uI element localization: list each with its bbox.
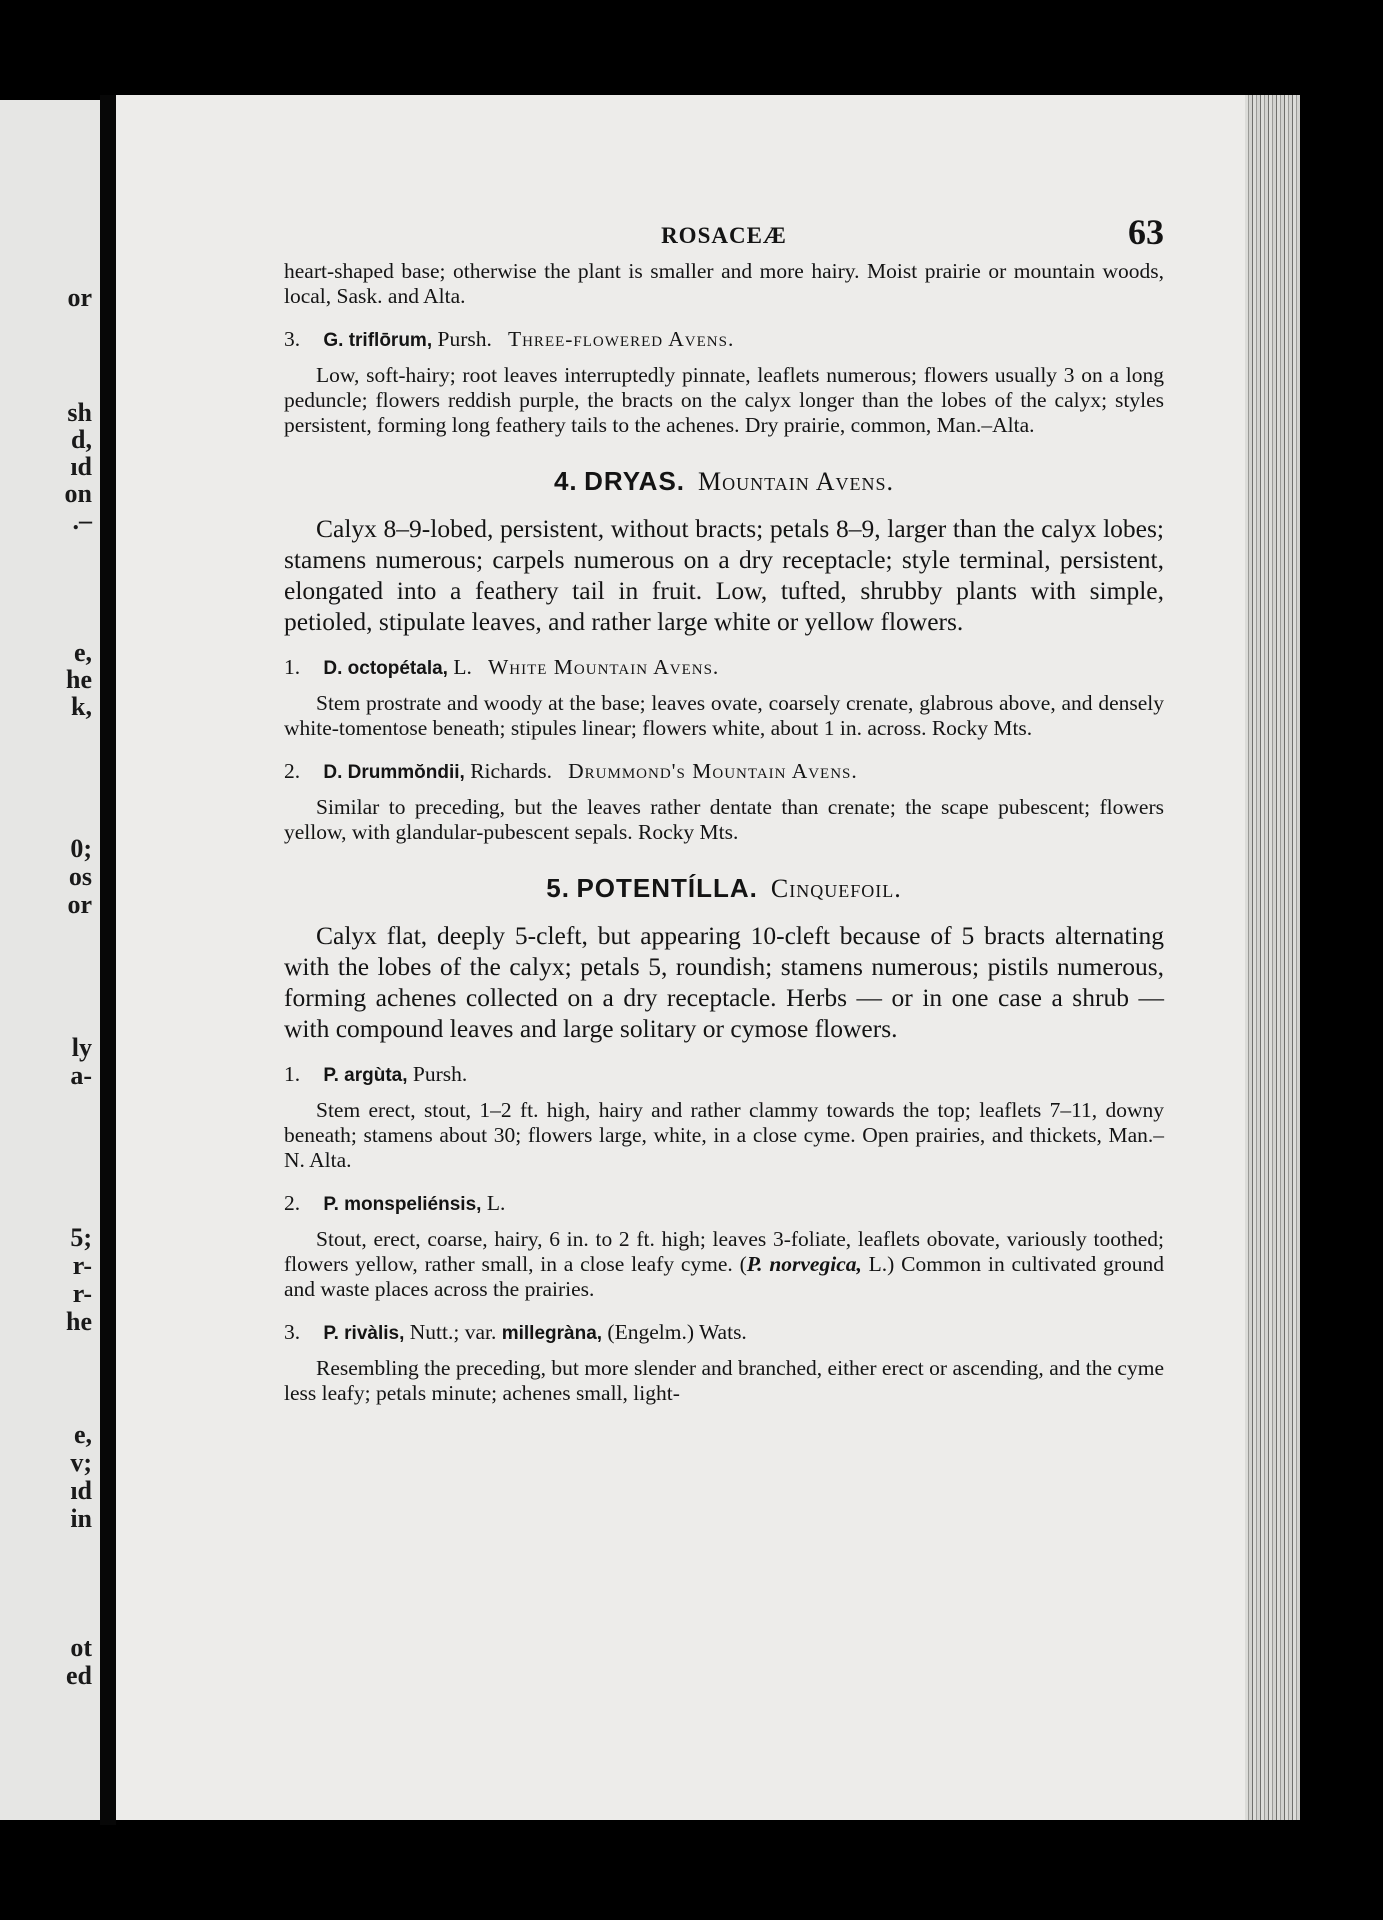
prev-page-fragment: k, — [71, 692, 92, 721]
page-number: 63 — [1128, 212, 1164, 252]
prev-page-fragment: ed — [66, 1661, 92, 1690]
prev-page-fragment: or — [67, 890, 92, 919]
prev-page-fragment: he — [66, 1307, 92, 1336]
running-head: ROSACEÆ — [661, 223, 787, 248]
prev-page-fragment: 5; — [70, 1223, 92, 1252]
page-content — [284, 211, 1164, 1406]
species-author: Pursh. — [412, 1062, 468, 1086]
prev-page-fragment: r- — [72, 1279, 92, 1308]
prev-page-fragment: sh — [67, 398, 92, 427]
prev-page-fragment: .– — [72, 506, 92, 535]
prev-page-fragment: or — [67, 283, 92, 312]
prev-page-fragment: ot — [70, 1633, 92, 1662]
book-gutter — [100, 95, 116, 1825]
species-heading — [284, 1191, 1164, 1217]
species-description: Low, soft-hairy; root leaves interruptedly pinnate, leaflets numerous; flowers usually 3 on a long peduncle; flowers reddish purple, the bracts on the calyx longer than the lobes of the calyx; styles persistent, forming long feathery tails to the achenes. Dry prairie, common, Man.–Alta. — [284, 363, 1164, 437]
prev-page-fragment: he — [66, 665, 92, 694]
species-common-name: Drummond's Mountain Avens. — [568, 759, 858, 783]
prev-page-fragment: r- — [72, 1251, 92, 1280]
prev-page-fragment: e, — [73, 1420, 92, 1449]
genus-common-name: Cinquefoil. — [770, 874, 902, 903]
species-common-name: White Mountain Avens. — [487, 655, 720, 679]
species-name: P. rivàlis, — [323, 1323, 405, 1344]
prev-page-fragment: ıd — [70, 452, 92, 481]
prev-page-fragment: on — [64, 479, 92, 508]
species-number: 3. — [284, 1320, 301, 1344]
species-common-name: Three-flowered Avens. — [507, 327, 735, 351]
genus-name: DRYAS. — [584, 466, 686, 496]
variety-name: millegràna, — [501, 1323, 603, 1344]
book-page — [116, 95, 1300, 1820]
genus-number: 4. — [553, 466, 578, 496]
species-heading — [284, 327, 1164, 353]
species-name: G. triflōrum, — [323, 330, 433, 351]
description-text: L.) Common in cultivated ground and waste places across the prairies. — [284, 1252, 1164, 1301]
genus-common-name: Mountain Avens. — [698, 467, 895, 496]
species-number: 1. — [284, 1062, 301, 1086]
variety-author: (Engelm.) Wats. — [607, 1320, 747, 1344]
continued-paragraph: heart-shaped base; otherwise the plant is smaller and more hairy. Moist prairie or mountain woods, local, Sask. and Alta. — [284, 259, 1164, 308]
prev-page-fragment: ly — [71, 1033, 92, 1062]
genus-description: Calyx 8–9-lobed, persistent, without bracts; petals 8–9, larger than the calyx lobes; stamens numerous; carpels numerous on a dry receptacle; style terminal, persistent, elongated into a feathery tail in fruit. Low, tufted, shrubby plants with simple, petioled, stipulate leaves, and rather large white or yellow flowers. — [284, 514, 1164, 636]
genus-description: Calyx flat, deeply 5-cleft, but appearing 10-cleft because of 5 bracts alternating with the lobes of the calyx; petals 5, roundish; stamens numerous; pistils numerous, forming achenes collected on a dry receptacle. Herbs — or in one case a shrub — with compound leaves and large solitary or cymose flowers. — [284, 921, 1164, 1043]
previous-page-edge — [0, 100, 100, 1820]
species-name: P. argùta, — [323, 1065, 408, 1086]
prev-page-fragment: 0; — [70, 834, 92, 863]
prev-page-fragment: a- — [70, 1061, 92, 1090]
genus-heading — [284, 466, 1164, 497]
prev-page-fragment: e, — [73, 638, 92, 667]
species-author: L. — [486, 1191, 506, 1215]
page-edge-stack — [1245, 95, 1300, 1820]
synonym-name: P. norvegica, — [746, 1252, 862, 1276]
species-heading — [284, 1062, 1164, 1088]
species-name: P. monspeliénsis, — [323, 1194, 482, 1215]
species-description: Stem prostrate and woody at the base; leaves ovate, coarsely crenate, glabrous above, and densely white-tomentose beneath; stipules linear; flowers white, about 1 in. across. Rocky Mts. — [284, 691, 1164, 740]
species-number: 2. — [284, 1191, 301, 1215]
species-heading — [284, 655, 1164, 681]
prev-page-fragment: in — [70, 1504, 92, 1533]
description-text: Stout, erect, coarse, hairy, 6 in. to 2 ft. high; leaves 3-foliate, leaflets obovate, variously toothed; flowers yellow, rather small, in a close leafy cyme. ( — [284, 1227, 1164, 1276]
species-heading — [284, 1320, 1164, 1346]
species-number: 1. — [284, 655, 301, 679]
species-author: Nutt.; var. — [409, 1320, 497, 1344]
genus-heading — [284, 873, 1164, 904]
species-description: Resembling the preceding, but more slender and branched, either erect or ascending, and the cyme less leafy; petals minute; achenes small, light- — [284, 1356, 1164, 1405]
prev-page-fragment: d, — [71, 425, 92, 454]
prev-page-fragment: v; — [70, 1448, 92, 1477]
species-number: 2. — [284, 759, 301, 783]
species-author: Richards. — [470, 759, 553, 783]
genus-number: 5. — [546, 873, 570, 903]
species-name: D. Drummŏndii, — [323, 762, 465, 783]
prev-page-fragment: ıd — [70, 1476, 92, 1505]
genus-name: POTENTÍLLA. — [576, 873, 758, 903]
species-description: Stem erect, stout, 1–2 ft. high, hairy and rather clammy towards the top; leaflets 7–11, downy beneath; stamens about 30; flowers large, white, in a close cyme. Open prairies, and thickets, Man.–N. Alta. — [284, 1098, 1164, 1172]
page-header — [284, 211, 1164, 259]
species-number: 3. — [284, 327, 301, 351]
species-description: Similar to preceding, but the leaves rather dentate than crenate; the scape pubescent; flowers yellow, with glandular-pubescent sepals. Rocky Mts. — [284, 795, 1164, 844]
species-name: D. octopétala, — [323, 658, 448, 679]
species-author: L. — [453, 655, 472, 679]
prev-page-fragment: os — [68, 862, 92, 891]
species-description — [284, 1227, 1164, 1302]
species-heading — [284, 759, 1164, 785]
species-author: Pursh. — [437, 327, 492, 351]
